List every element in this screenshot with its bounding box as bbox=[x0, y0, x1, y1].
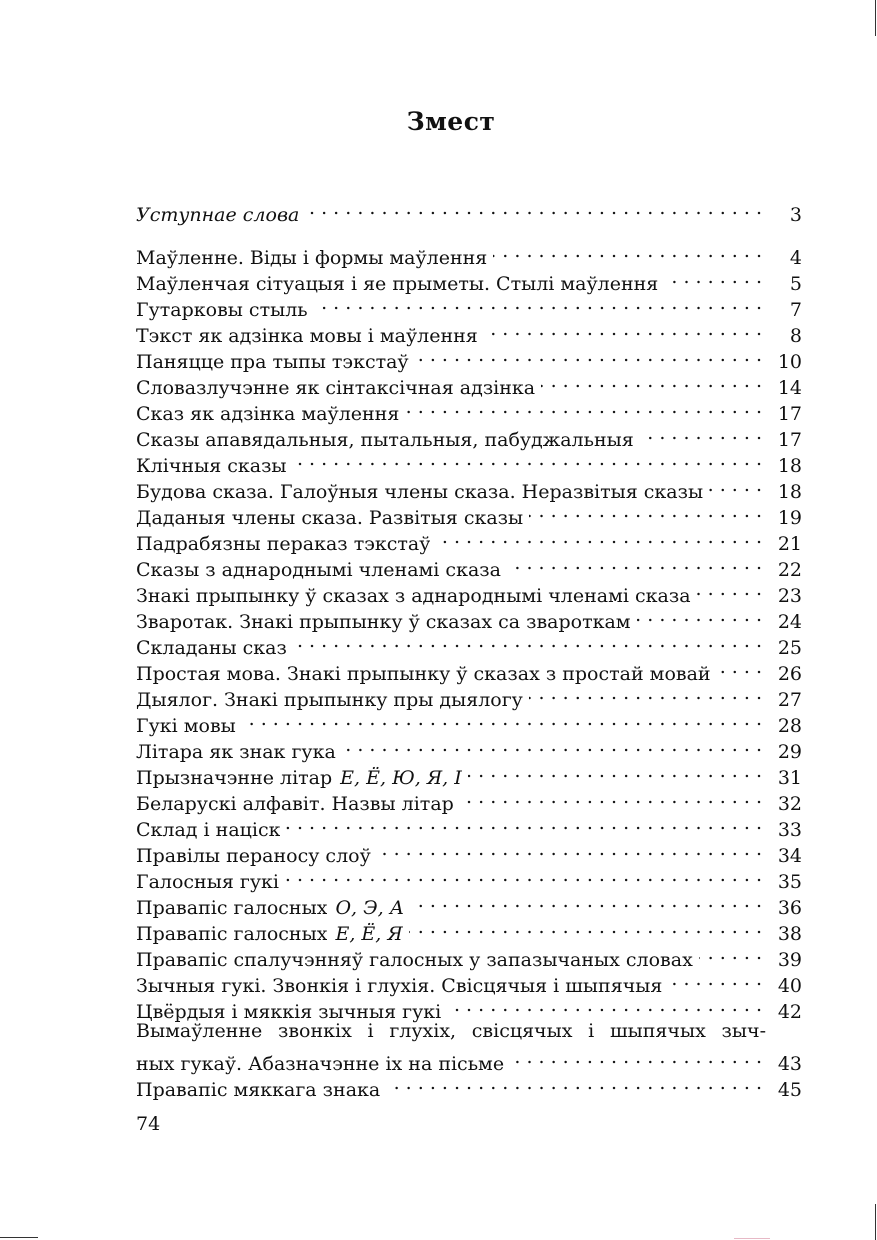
toc-entry-page: 24 bbox=[777, 611, 802, 633]
toc-entry-title: Падрабязны пераказ тэкстаў bbox=[136, 533, 431, 555]
toc-leader-dots bbox=[507, 550, 768, 576]
toc-entry-page: 18 bbox=[777, 455, 802, 477]
toc-entry-title: Простая мова. Знакі прыпынку ў сказах з простай мовай bbox=[136, 663, 711, 685]
toc-leader-dots bbox=[709, 472, 768, 498]
toc-entry-italic-title: Уступнае слова bbox=[136, 204, 300, 226]
toc-entry-page: 29 bbox=[777, 741, 802, 763]
toc-entry-title: Беларускі алфавіт. Назвы літар bbox=[136, 793, 454, 815]
toc-entry-page: 27 bbox=[777, 689, 802, 711]
toc-entry-title: Правілы пераносу слоў bbox=[136, 845, 371, 867]
table-of-contents bbox=[136, 195, 802, 1101]
toc-entry-italic-title: Е, Ё, Ю, Я, І bbox=[340, 767, 462, 789]
toc-entry-page: 42 bbox=[777, 1001, 802, 1023]
toc-entry-page: 38 bbox=[777, 923, 802, 945]
toc-entry-page: 4 bbox=[789, 247, 802, 269]
toc-entry-page: 28 bbox=[777, 715, 802, 737]
toc-entry bbox=[136, 1044, 802, 1075]
toc-entry-title: Сказы апавядальныя, пытальныя, пабуджальныя bbox=[136, 429, 634, 451]
toc-leader-dots bbox=[410, 888, 768, 914]
toc-entry bbox=[136, 195, 802, 226]
toc-entry-page: 21 bbox=[777, 533, 802, 555]
toc-entry-title: Галосныя гукі bbox=[136, 871, 279, 893]
toc-entry-page: 40 bbox=[777, 975, 802, 997]
toc-leader-dots bbox=[717, 654, 768, 680]
toc-leader-dots bbox=[409, 914, 768, 940]
toc-entry-page: 39 bbox=[777, 949, 802, 971]
toc-entry-page: 26 bbox=[777, 663, 802, 685]
toc-entry-page: 8 bbox=[789, 325, 802, 347]
toc-leader-dots bbox=[293, 446, 768, 472]
toc-leader-dots bbox=[484, 316, 768, 342]
toc-leader-dots bbox=[637, 602, 768, 628]
toc-leader-dots bbox=[697, 576, 768, 602]
toc-entry-title: ных гукаў. Абазначэнне іх на пісьме bbox=[136, 1053, 505, 1075]
page-title: Змест bbox=[406, 107, 496, 136]
toc-leader-dots bbox=[342, 732, 768, 758]
toc-entry-title: Клічныя сказы bbox=[136, 455, 287, 477]
toc-leader-dots bbox=[541, 368, 768, 394]
toc-entry-page: 35 bbox=[777, 871, 802, 893]
toc-leader-dots bbox=[286, 810, 768, 836]
toc-entry-title: Маўленне. Віды і формы маўлення bbox=[136, 247, 488, 269]
crop-mark-bottom bbox=[734, 1238, 770, 1239]
toc-leader-dots bbox=[468, 758, 768, 784]
toc-entry-title: Правапіс галосных bbox=[136, 897, 328, 919]
toc-leader-dots bbox=[377, 836, 768, 862]
toc-entry-page: 31 bbox=[777, 767, 802, 789]
toc-entry-italic-title: Е, Ё, Я bbox=[335, 923, 403, 945]
toc-leader-dots bbox=[305, 195, 768, 221]
toc-entry-title: Даданыя члены сказа. Развітыя сказы bbox=[136, 507, 524, 529]
toc-leader-dots bbox=[405, 394, 768, 420]
toc-leader-dots bbox=[460, 784, 768, 810]
toc-entry-title: Гутарковы стыль bbox=[136, 299, 308, 321]
toc-entry-page: 10 bbox=[777, 351, 802, 373]
toc-entry-italic-title: О, Э, А bbox=[335, 897, 405, 919]
toc-entry-page: 36 bbox=[777, 897, 802, 919]
toc-entry-title: Маўленчая сітуацыя і яе прыметы. Стылі маўлення bbox=[136, 273, 659, 295]
toc-entry-title: Паняцце пра тыпы тэкстаў bbox=[136, 351, 409, 373]
toc-entry-page: 45 bbox=[777, 1079, 802, 1101]
toc-entry-page: 43 bbox=[777, 1053, 802, 1075]
toc-entry-title: Словазлучэнне як сінтаксічная адзінка bbox=[136, 377, 536, 399]
toc-entry bbox=[136, 732, 802, 763]
toc-entry-title: Літара як знак гука bbox=[136, 741, 336, 763]
toc-leader-dots bbox=[285, 862, 768, 888]
toc-leader-dots bbox=[447, 992, 768, 1018]
toc-entry-page: 22 bbox=[777, 559, 802, 581]
toc-leader-dots bbox=[640, 420, 768, 446]
crop-mark-bottom-right bbox=[875, 1204, 876, 1240]
toc-leader-dots bbox=[510, 1044, 768, 1070]
toc-leader-dots bbox=[415, 342, 768, 368]
toc-entry-title: Складаны сказ bbox=[136, 637, 287, 659]
toc-entry-title: Правапіс мяккага знака bbox=[136, 1079, 381, 1101]
toc-entry-page: 19 bbox=[777, 507, 802, 529]
toc-entry-title: Правапіс галосных bbox=[136, 923, 328, 945]
toc-entry-title: Тэкст як адзінка мовы і маўлення bbox=[136, 325, 478, 347]
toc-entry-title: Сказы з аднароднымі членамі сказа bbox=[136, 559, 501, 581]
toc-entry-page: 17 bbox=[777, 429, 802, 451]
toc-entry-title: Будова сказа. Галоўныя члены сказа. Неразвітыя сказы bbox=[136, 481, 704, 503]
toc-entry bbox=[136, 238, 802, 269]
page-number: 74 bbox=[136, 1113, 161, 1135]
toc-entry-first-line: Вымаўленне звонкіх і глухіх, свісцячых і шыпячых зыч- bbox=[136, 1020, 766, 1042]
toc-entry-title: Склад і націск bbox=[136, 819, 281, 841]
toc-leader-dots bbox=[436, 524, 768, 550]
toc-entry-title: Правапіс спалучэнняў галосных у запазычаных словах bbox=[136, 949, 693, 971]
toc-entry-title: Цвёрдыя і мяккія зычныя гукі bbox=[136, 1001, 442, 1023]
toc-entry-page: 34 bbox=[777, 845, 802, 867]
toc-leader-dots bbox=[529, 680, 768, 706]
toc-leader-dots bbox=[664, 264, 768, 290]
toc-entry-title: Прызначэнне літар bbox=[136, 767, 333, 789]
toc-leader-dots bbox=[386, 1070, 768, 1096]
toc-entry-page: 33 bbox=[777, 819, 802, 841]
toc-entry-page: 3 bbox=[789, 204, 802, 226]
toc-entry-title: Зваротак. Знакі прыпынку ў сказах са звароткам bbox=[136, 611, 631, 633]
toc-entry-page: 23 bbox=[777, 585, 802, 607]
toc-entry-page: 18 bbox=[777, 481, 802, 503]
toc-entry-page: 5 bbox=[789, 273, 802, 295]
toc-entry-page: 32 bbox=[777, 793, 802, 815]
toc-leader-dots bbox=[699, 940, 768, 966]
toc-entry-title: Дыялог. Знакі прыпынку пры дыялогу bbox=[136, 689, 523, 711]
crop-mark-top-right bbox=[875, 0, 876, 36]
toc-leader-dots bbox=[493, 238, 768, 264]
toc-entry-page: 25 bbox=[777, 637, 802, 659]
toc-entry-page: 17 bbox=[777, 403, 802, 425]
toc-leader-dots bbox=[314, 290, 768, 316]
toc-entry-page: 14 bbox=[777, 377, 802, 399]
toc-entry-title: Гукі мовы bbox=[136, 715, 236, 737]
crop-mark-bottom-left bbox=[0, 1237, 38, 1238]
toc-leader-dots bbox=[668, 966, 768, 992]
toc-entry-title: Знакі прыпынку ў сказах з аднароднымі членамі сказа bbox=[136, 585, 691, 607]
toc-leader-dots bbox=[242, 706, 768, 732]
toc-entry-title: Сказ як адзінка маўлення bbox=[136, 403, 400, 425]
toc-entry-title: Зычныя гукі. Звонкія і глухія. Свісцячыя і шыпячыя bbox=[136, 975, 663, 997]
toc-entry-page: 7 bbox=[789, 299, 802, 321]
toc-leader-dots bbox=[529, 498, 768, 524]
toc-leader-dots bbox=[293, 628, 768, 654]
